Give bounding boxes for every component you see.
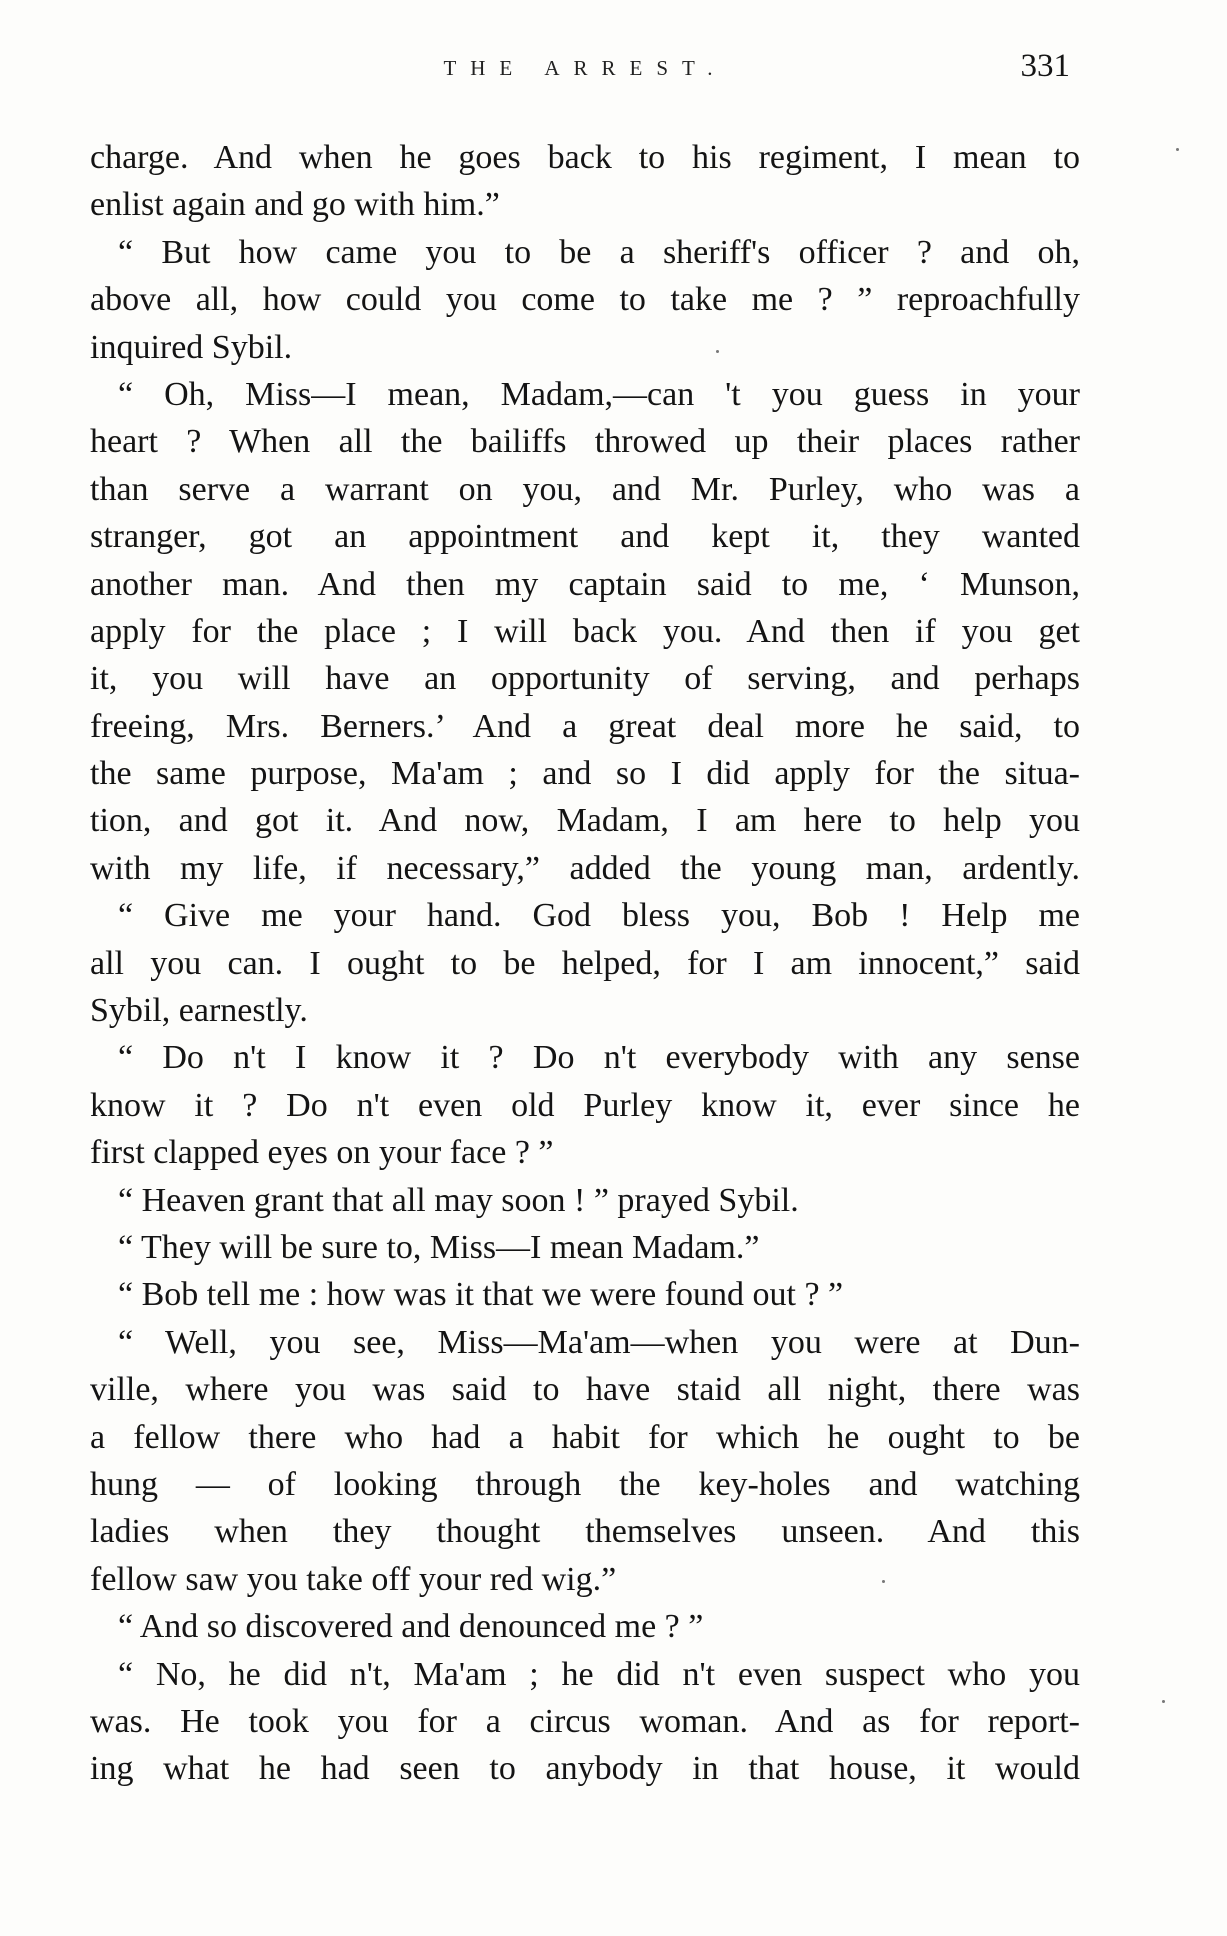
- text-line-7: heart ? When all the bailiffs throwed up their places rather: [90, 423, 1080, 461]
- running-head: [90, 48, 1080, 92]
- text-line-29: hung — of looking through the key-holes and watching: [90, 1465, 1080, 1503]
- text-line-4: above all, how could you come to take me ? ” reproachfully: [90, 281, 1080, 319]
- print-speck: [716, 350, 719, 353]
- print-speck: [1162, 1700, 1165, 1703]
- text-line-32: “ And so discovered and denounced me ? ”: [118, 1608, 704, 1646]
- text-line-24: “ They will be sure to, Miss—I mean Madam.”: [118, 1228, 760, 1266]
- text-line-17: “ Give me your hand. God bless you, Bob ! Help me: [118, 897, 1080, 935]
- text-line-5: inquired Sybil.: [90, 328, 293, 366]
- text-line-35: ing what he had seen to anybody in that house, it would: [90, 1750, 1080, 1788]
- text-line-25: “ Bob tell me : how was it that we were found out ? ”: [118, 1276, 844, 1314]
- print-speck: [1176, 148, 1179, 151]
- text-line-14: the same purpose, Ma'am ; and so I did apply for the situa-: [90, 755, 1080, 793]
- text-line-33: “ No, he did n't, Ma'am ; he did n't even suspect who you: [118, 1655, 1080, 1693]
- page-number: 331: [1020, 48, 1070, 84]
- text-line-21: know it ? Do n't even old Purley know it, ever since he: [90, 1086, 1080, 1124]
- text-line-12: it, you will have an opportunity of serving, and perhaps: [90, 660, 1080, 698]
- text-line-28: a fellow there who had a habit for which he ought to be: [90, 1418, 1080, 1456]
- text-line-20: “ Do n't I know it ? Do n't everybody with any sense: [118, 1039, 1080, 1077]
- text-line-8: than serve a warrant on you, and Mr. Purley, who was a: [90, 470, 1080, 508]
- text-line-27: ville, where you was said to have staid all night, there was: [90, 1371, 1080, 1409]
- running-title: THE ARREST.: [443, 56, 727, 80]
- text-line-9: stranger, got an appointment and kept it, they wanted: [90, 518, 1080, 556]
- text-line-31: fellow saw you take off your red wig.”: [90, 1560, 617, 1598]
- text-line-2: enlist again and go with him.”: [90, 186, 500, 224]
- text-line-1: charge. And when he goes back to his regiment, I mean to: [90, 139, 1080, 176]
- text-line-34: was. He took you for a circus woman. And as for report-: [90, 1702, 1080, 1740]
- text-line-13: freeing, Mrs. Berners.’ And a great deal more he said, to: [90, 707, 1080, 745]
- text-line-30: ladies when they thought themselves unseen. And this: [90, 1513, 1080, 1551]
- text-line-18: all you can. I ought to be helped, for I am innocent,” said: [90, 944, 1080, 982]
- text-line-11: apply for the place ; I will back you. And then if you get: [90, 612, 1080, 650]
- text-line-19: Sybil, earnestly.: [90, 992, 308, 1030]
- text-line-15: tion, and got it. And now, Madam, I am here to help you: [90, 802, 1080, 840]
- text-line-26: “ Well, you see, Miss—Ma'am—when you were at Dun-: [118, 1323, 1080, 1361]
- body-text: [90, 134, 1080, 1793]
- text-line-10: another man. And then my captain said to me, ‘ Munson,: [90, 565, 1080, 603]
- text-line-16: with my life, if necessary,” added the young man, ardently.: [90, 849, 1080, 887]
- text-line-3: “ But how came you to be a sheriff's officer ? and oh,: [118, 233, 1080, 271]
- print-speck: [882, 1580, 885, 1583]
- text-line-22: first clapped eyes on your face ? ”: [90, 1134, 554, 1172]
- text-line-23: “ Heaven grant that all may soon ! ” prayed Sybil.: [118, 1181, 799, 1219]
- text-line-6: “ Oh, Miss—I mean, Madam,—can 't you guess in your: [118, 375, 1080, 413]
